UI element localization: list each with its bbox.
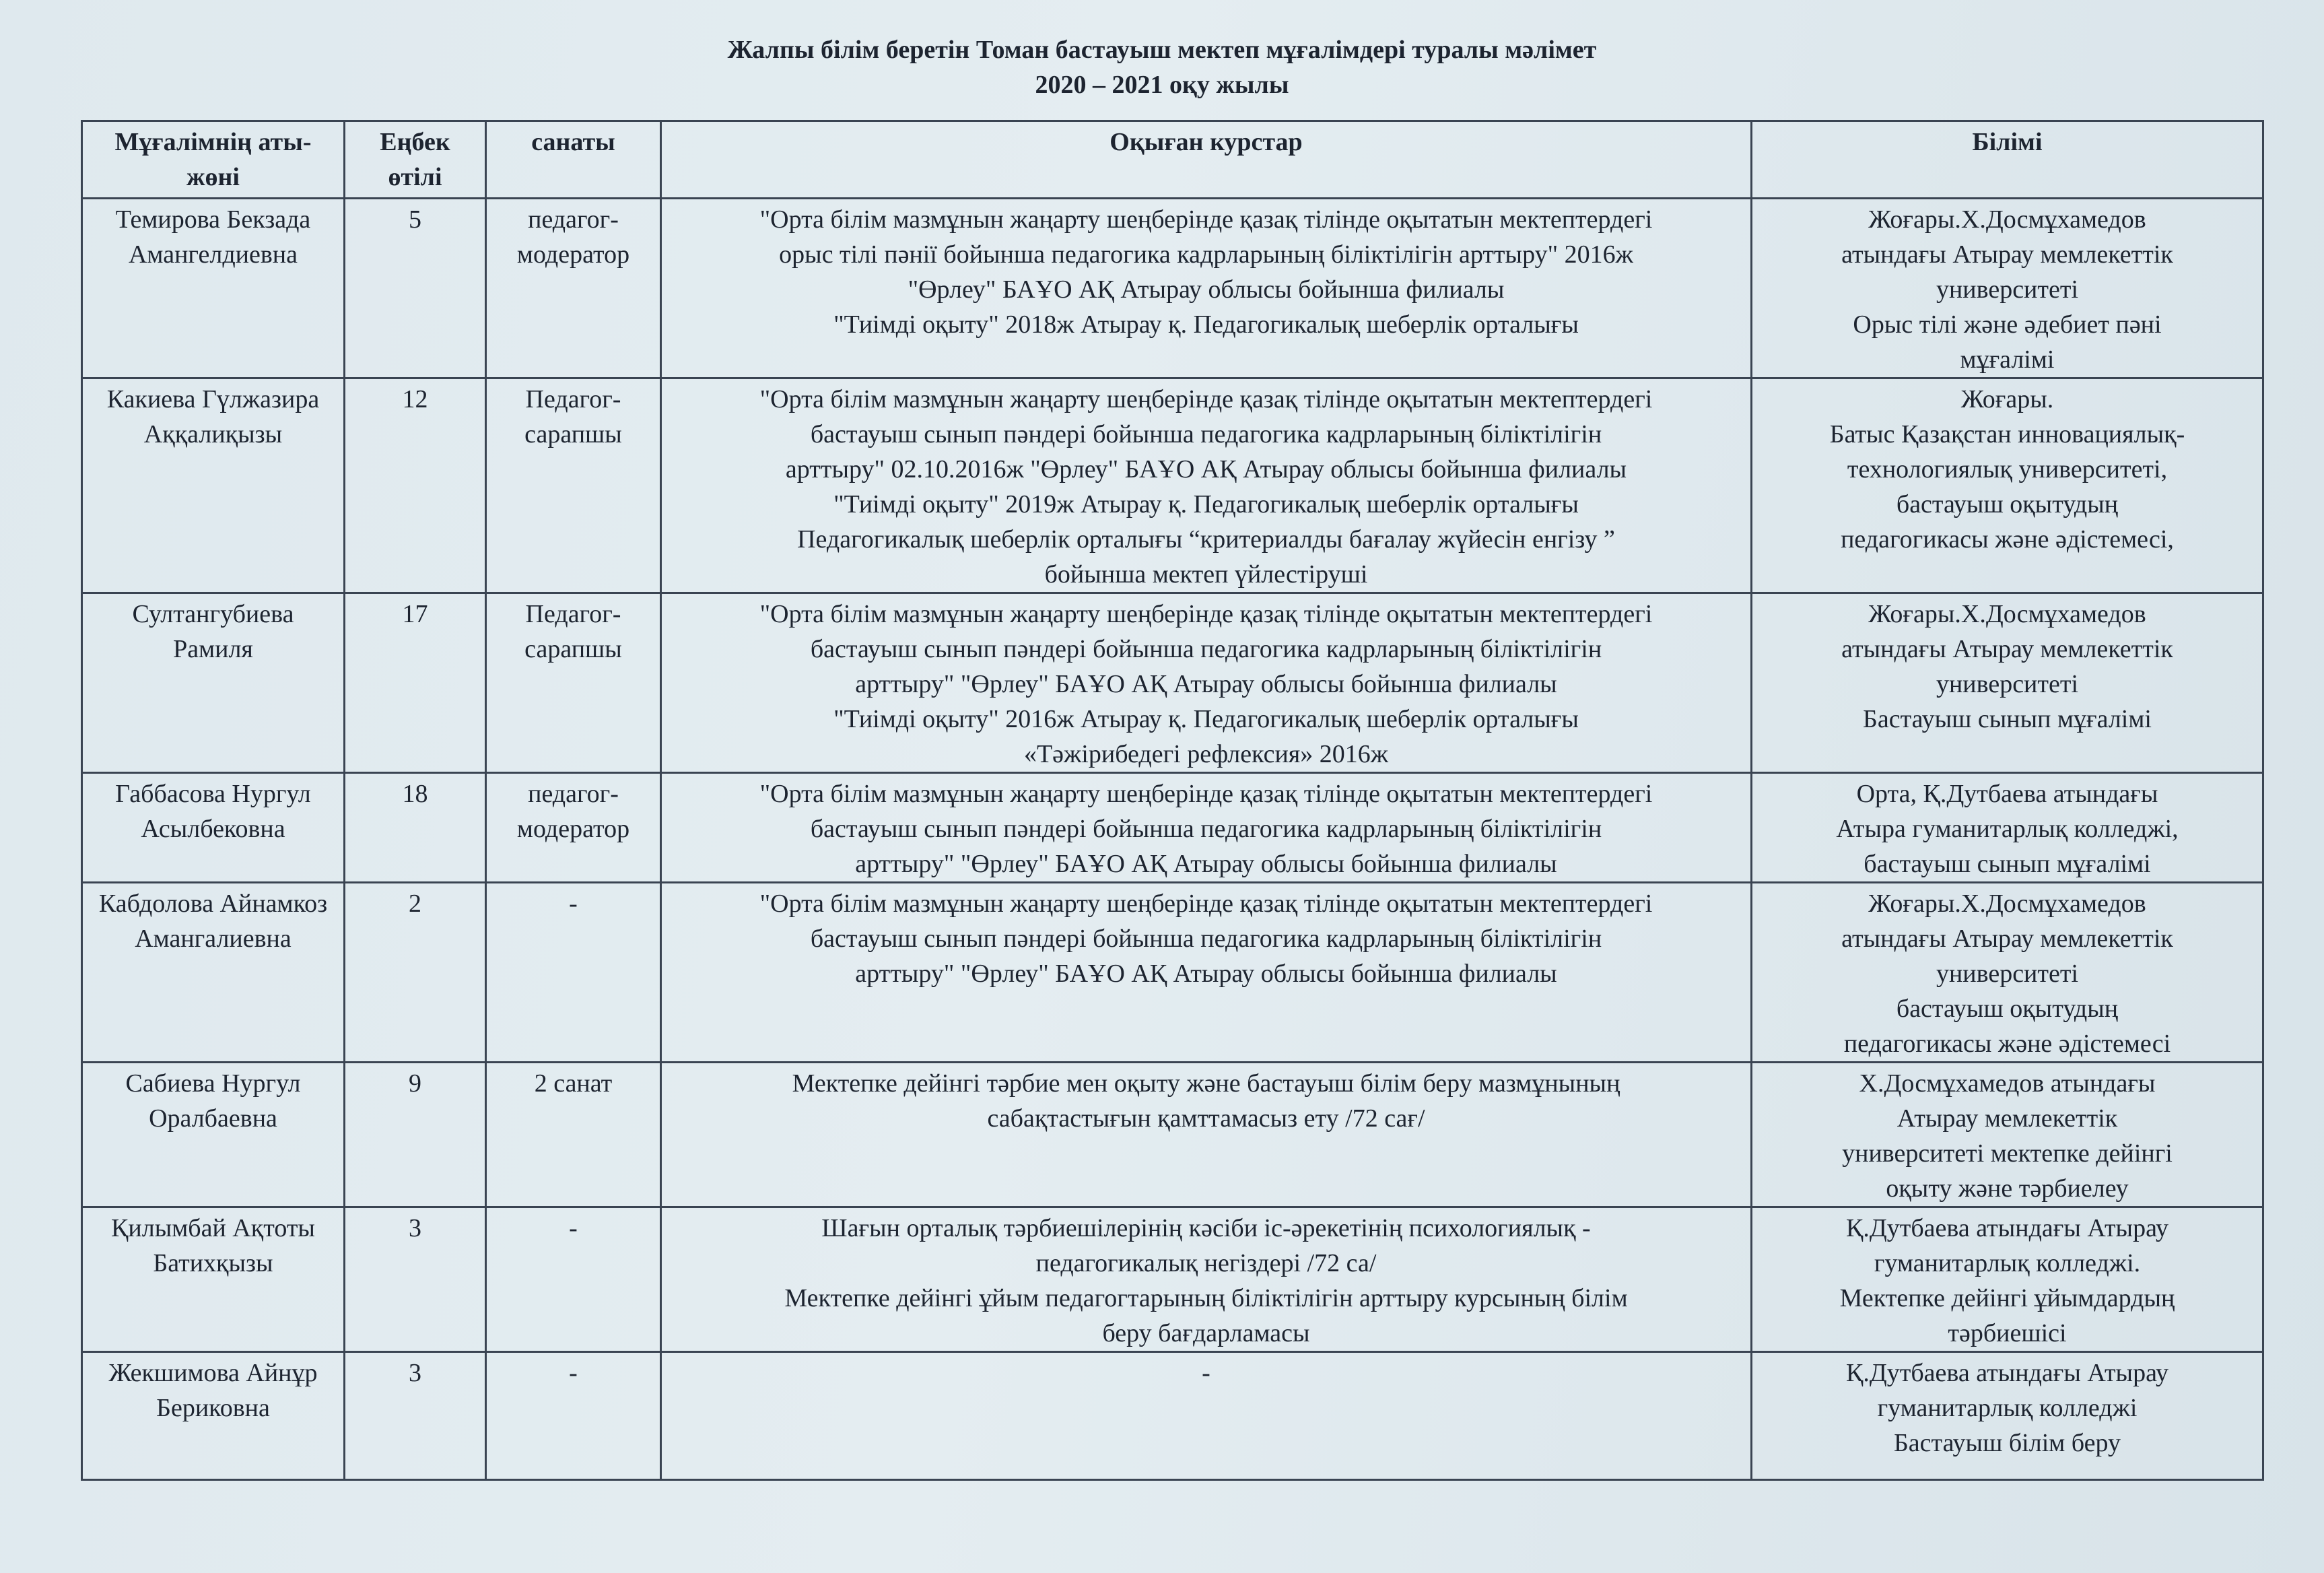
education-cell-line: Атыра гуманитарлық колледжі, [1836,815,2179,843]
courses-cell-line: бастауыш сынып пәндері бойынша педагогика кадрларының біліктілігін [810,925,1602,953]
academic-year: 2020 – 2021 оқу жылы [1035,71,1289,99]
teachers-table [81,120,2264,1481]
education-cell-line: Батыс Қазақстан инновациялық- [1829,420,2185,448]
education-cell-line: педагогикасы және әдістемесі, [1841,525,2174,554]
courses-cell-line: «Тәжірибедегі рефлексия» 2016ж [1023,740,1389,768]
education-cell-line: технологиялық университеті, [1847,455,2168,483]
experience-cell: 3 [345,1207,486,1352]
teacher-name-cell: Сабиева Нургул Оралбаевна [82,1063,345,1207]
education-cell-line: гуманитарлық колледжі. [1874,1249,2141,1277]
education-cell-line: оқыту және тәрбиелеу [1886,1174,2129,1203]
teacher-name-cell: Султангубиева Рамиля [82,593,345,773]
courses-cell-line: арттыру" 02.10.2016ж "Өрлеу" БАҰО АҚ Атырау облысы бойынша филиалы [785,455,1627,483]
courses-cell-line: "Орта білім мазмұнын жаңарту шеңберінде қазақ тілінде оқытатын мектептердегі [759,600,1653,628]
courses-cell-line: "Орта білім мазмұнын жаңарту шеңберінде қазақ тілінде оқытатын мектептердегі [759,385,1653,413]
courses-cell-line: педагогикалық негіздері /72 са/ [1035,1249,1377,1277]
courses-cell [661,1352,1752,1480]
table-row [82,773,2263,883]
education-cell-line: бастауыш оқытудың [1896,490,2119,518]
education-cell-line: университеті [1936,960,2079,988]
education-cell [1752,199,2263,378]
education-cell-line: мұғалімі [1960,345,2055,374]
courses-cell-line: арттыру" "Өрлеу" БАҰО АҚ Атырау облысы бойынша филиалы [855,960,1557,988]
table-row [82,199,2263,378]
document-title: Жалпы білім беретін Томан бастауыш мектеп мұғалімдері туралы мәлімет [727,36,1597,64]
education-cell-line: университеті мектепке дейінгі [1842,1139,2173,1168]
courses-cell-line: бастауыш сынып пәндері бойынша педагогика кадрларының біліктілігін [810,815,1602,843]
teacher-name-cell: Темирова Бекзада Амангелдиевна [82,199,345,378]
category-cell: 2 санат [486,1063,661,1207]
education-cell-line: гуманитарлық колледжі [1877,1394,2138,1422]
teacher-name-cell: Қилымбай Ақтоты Батихқызы [82,1207,345,1352]
courses-cell-line: арттыру" "Өрлеу" БАҰО АҚ Атырау облысы бойынша филиалы [855,670,1557,698]
courses-cell [661,199,1752,378]
header-education: Білімі [1752,121,2263,199]
education-cell-line: Мектепке дейінгі ұйымдардың [1839,1284,2175,1312]
courses-cell-line: беру бағдарламасы [1102,1319,1310,1347]
category-cell: Педагог-сарапшы [486,378,661,593]
education-cell-line: Бастауыш сынып мұғалімі [1863,705,2152,733]
education-cell-line: Х.Досмұхамедов атындағы [1859,1069,2156,1098]
header-name: Мұғалімнің аты-жөні [82,121,345,199]
courses-cell-line: Педагогикалық шеберлік орталығы “критериалды бағалау жүйесін енгізу ” [797,525,1615,554]
category-cell: Педагог-сарапшы [486,593,661,773]
education-cell [1752,593,2263,773]
experience-cell: 9 [345,1063,486,1207]
education-cell [1752,378,2263,593]
courses-cell [661,773,1752,883]
teacher-name-cell: Кабдолова Айнамкоз Амангалиевна [82,883,345,1063]
education-cell-line: атындағы Атырау мемлекеттік [1841,635,2173,663]
education-cell [1752,1063,2263,1207]
courses-cell-line: "Тиімді оқыту" 2018ж Атырау қ. Педагогикалық шеберлік орталығы [833,310,1579,339]
teacher-name-cell: Жекшимова Айнұр Бериковна [82,1352,345,1480]
courses-cell-line: Мектепке дейінгі тәрбие мен оқыту және бастауыш білім беру мазмұнының [792,1069,1620,1098]
education-cell-line: Орта, Қ.Дутбаева атындағы [1856,780,2158,808]
category-cell: педагог-модератор [486,199,661,378]
education-cell [1752,883,2263,1063]
courses-cell [661,378,1752,593]
table-header-row [82,121,2263,199]
category-cell: - [486,1352,661,1480]
education-cell-line: атындағы Атырау мемлекеттік [1841,925,2173,953]
education-cell-line: бастауыш оқытудың [1896,995,2119,1023]
education-cell-line: университеті [1936,670,2079,698]
experience-cell: 18 [345,773,486,883]
education-cell [1752,1207,2263,1352]
courses-cell-line: "Орта білім мазмұнын жаңарту шеңберінде қазақ тілінде оқытатын мектептердегі [759,890,1653,918]
experience-cell: 12 [345,378,486,593]
table-row [82,1063,2263,1207]
education-cell-line: Жоғары.Х.Досмұхамедов [1868,205,2146,234]
header-category: санаты [486,121,661,199]
table-row [82,1352,2263,1480]
table-row [82,593,2263,773]
category-cell: - [486,883,661,1063]
teacher-name-cell: Габбасова Нургул Асылбековна [82,773,345,883]
courses-cell-line: "Орта білім мазмұнын жаңарту шеңберінде қазақ тілінде оқытатын мектептердегі [759,780,1653,808]
table-row [82,378,2263,593]
education-cell-line: Бастауыш білім беру [1893,1429,2121,1457]
education-cell-line: Орыс тілі және әдебиет пәні [1853,310,2162,339]
education-cell-line: Қ.Дутбаева атындағы Атырау [1845,1359,2169,1387]
table-body [82,199,2263,1480]
experience-cell: 2 [345,883,486,1063]
courses-cell-line: "Орта білім мазмұнын жаңарту шеңберінде қазақ тілінде оқытатын мектептердегі [759,205,1653,234]
header-courses: Оқыған курстар [661,121,1752,199]
experience-cell: 17 [345,593,486,773]
courses-cell-line: орыс тілі пәнії бойынша педагогика кадрларының біліктілігін арттыру" 2016ж [779,240,1633,269]
courses-cell-line: Шағын орталық тәрбиешілерінің кәсіби іс-әрекетінің психологиялық - [821,1214,1591,1242]
teacher-name-cell: Какиева Гүлжазира Аққалиқызы [82,378,345,593]
courses-cell-line: сабақтастығын қамттамасыз ету /72 сағ/ [987,1104,1425,1133]
education-cell-line: бастауыш сынып мұғалімі [1864,850,2151,878]
courses-cell [661,593,1752,773]
education-cell-line: Жоғары.Х.Досмұхамедов [1868,600,2146,628]
courses-cell-line: "Өрлеу" БАҰО АҚ Атырау облысы бойынша филиалы [908,275,1505,304]
experience-cell: 3 [345,1352,486,1480]
category-cell: - [486,1207,661,1352]
courses-cell [661,1207,1752,1352]
courses-cell-line: арттыру" "Өрлеу" БАҰО АҚ Атырау облысы бойынша филиалы [855,850,1557,878]
courses-cell-line: Мектепке дейінгі ұйым педагогтарының біліктілігін арттыру курсының білім [784,1284,1628,1312]
courses-cell-line: "Тиімді оқыту" 2016ж Атырау қ. Педагогикалық шеберлік орталығы [833,705,1579,733]
education-cell [1752,773,2263,883]
education-cell-line: атындағы Атырау мемлекеттік [1841,240,2173,269]
courses-cell-line: - [1202,1359,1210,1387]
table-row [82,883,2263,1063]
education-cell-line: университеті [1936,275,2079,304]
education-cell [1752,1352,2263,1480]
table-row [82,1207,2263,1352]
category-cell: педагог-модератор [486,773,661,883]
courses-cell-line: бастауыш сынып пәндері бойынша педагогика кадрларының біліктілігін [810,635,1602,663]
courses-cell-line: "Тиімді оқыту" 2019ж Атырау қ. Педагогикалық шеберлік орталығы [833,490,1579,518]
education-cell-line: тәрбиешісі [1948,1319,2067,1347]
courses-cell-line: бойынша мектеп үйлестіруші [1044,560,1368,589]
education-cell-line: Қ.Дутбаева атындағы Атырау [1845,1214,2169,1242]
education-cell-line: педагогикасы және әдістемесі [1843,1030,2171,1058]
courses-cell-line: бастауыш сынып пәндері бойынша педагогика кадрларының біліктілігін [810,420,1602,448]
document-header [0,32,2324,102]
education-cell-line: Жоғары. [1960,385,2054,413]
education-cell-line: Жоғары.Х.Досмұхамедов [1868,890,2146,918]
courses-cell [661,1063,1752,1207]
courses-cell [661,883,1752,1063]
experience-cell: 5 [345,199,486,378]
header-experience: Еңбек өтілі [345,121,486,199]
education-cell-line: Атырау мемлекеттік [1896,1104,2118,1133]
